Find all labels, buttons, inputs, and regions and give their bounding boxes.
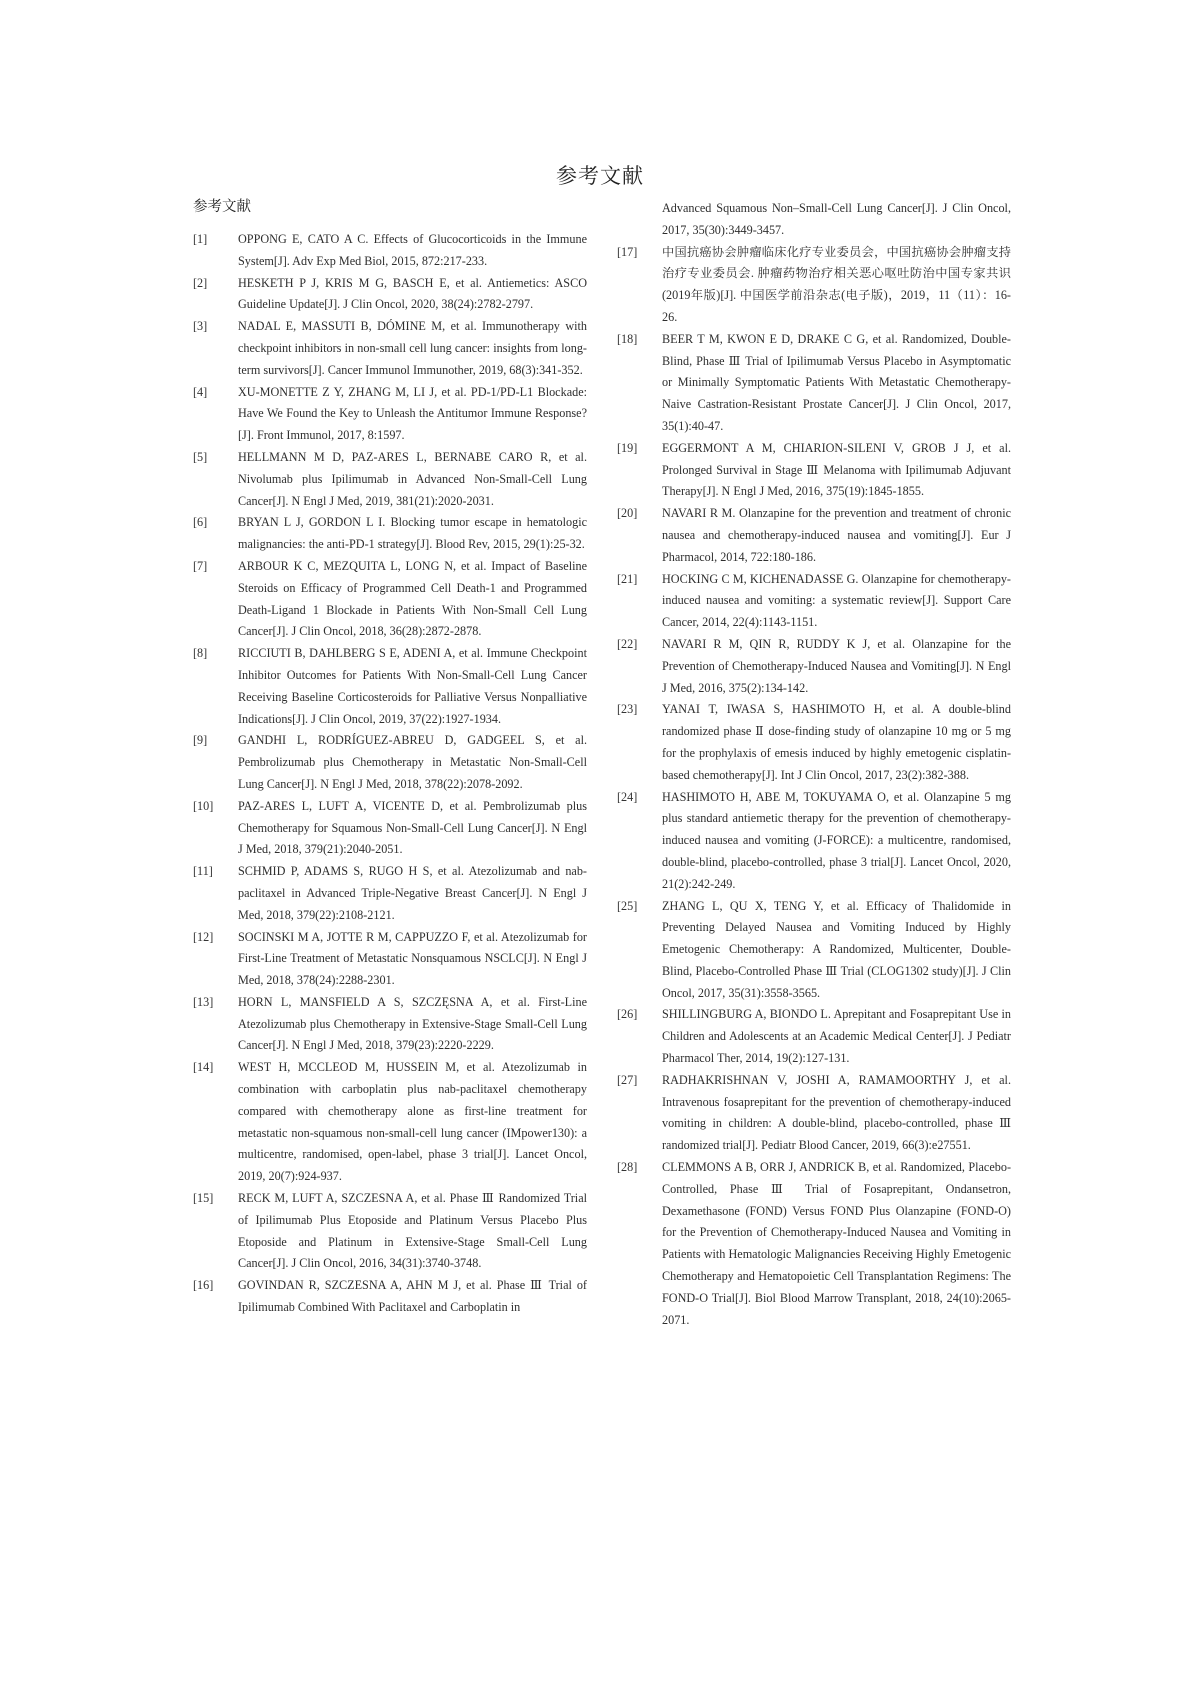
reference-number: [25] bbox=[617, 898, 638, 913]
reference-text: NAVARI R M. Olanzapine for the prevention and treatment of chronic nausea and chemotherapy-induced nausea and vomiting[J]. Eur J Pharmacol, 2014, 722:180-186. bbox=[662, 506, 1011, 564]
reference-text: HESKETH P J, KRIS M G, BASCH E, et al. Antiemetics: ASCO Guideline Update[J]. J Clin Oncol, 2020, 38(24):2782-2797. bbox=[238, 275, 587, 312]
reference-item bbox=[193, 927, 587, 992]
reference-text: RICCIUTI B, DAHLBERG S E, ADENI A, et al. Immune Checkpoint Inhibitor Outcomes for Patients With Non-Small-Cell Lung Cancer Receiving Baseline Corticosteroids for Palliative Versus Nonpalliative Indications[J]. J Clin Oncol, 2019, 37(22):1927-1934. bbox=[238, 646, 587, 726]
reference-number: [27] bbox=[617, 1072, 638, 1087]
reference-number: [19] bbox=[617, 440, 638, 455]
reference-item bbox=[617, 438, 1011, 503]
reference-number: [18] bbox=[617, 331, 638, 346]
section-heading: 参考文献 bbox=[193, 199, 251, 215]
reference-item bbox=[617, 242, 1011, 329]
reference-continuation: Advanced Squamous Non–Small-Cell Lung Cancer[J]. J Clin Oncol, 2017, 35(30):3449-3457. bbox=[662, 201, 1011, 237]
reference-text: OPPONG E, CATO A C. Effects of Glucocorticoids in the Immune System[J]. Adv Exp Med Biol, 2015, 872:217-233. bbox=[238, 232, 587, 268]
reference-text: SOCINSKI M A, JOTTE R M, CAPPUZZO F, et al. Atezolizumab for First-Line Treatment of Metastatic Nonsquamous NSCLC[J]. N Engl J Med, 2018, 378(24):2288-2301. bbox=[238, 929, 587, 988]
reference-item bbox=[193, 1188, 587, 1275]
reference-item bbox=[617, 1070, 1011, 1157]
reference-number: [21] bbox=[617, 571, 638, 586]
reference-number: [28] bbox=[617, 1160, 638, 1175]
reference-number: [22] bbox=[617, 636, 638, 651]
reference-item bbox=[193, 1057, 587, 1188]
reference-number: [16] bbox=[193, 1278, 214, 1293]
right-column bbox=[617, 198, 1011, 1331]
reference-item bbox=[193, 796, 587, 861]
reference-item bbox=[617, 1157, 1011, 1331]
reference-number: [14] bbox=[193, 1060, 214, 1075]
reference-number: [17] bbox=[617, 244, 638, 259]
reference-number: [4] bbox=[193, 384, 208, 399]
page-title: 参考文献 bbox=[556, 164, 644, 188]
reference-number: [13] bbox=[193, 994, 214, 1009]
reference-number: [7] bbox=[193, 558, 208, 573]
reference-item bbox=[193, 512, 587, 556]
reference-number: [23] bbox=[617, 702, 638, 717]
reference-item bbox=[193, 447, 587, 512]
reference-number: [5] bbox=[193, 449, 208, 464]
reference-item bbox=[193, 273, 587, 317]
reference-text: GANDHI L, RODRÍGUEZ-ABREU D, GADGEEL S, et al. Pembrolizumab plus Chemotherapy in Metastatic Non-Small-Cell Lung Cancer[J]. N Engl J Med, 2018, 378(22):2078-2092. bbox=[238, 733, 587, 791]
reference-number: [12] bbox=[193, 929, 214, 944]
reference-text: SHILLINGBURG A, BIONDO L. Aprepitant and Fosaprepitant Use in Children and Adolescents at an Academic Medical Center[J]. J Pediatr Pharmacol Ther, 2014, 19(2):127-131. bbox=[662, 1007, 1011, 1066]
reference-text: XU-MONETTE Z Y, ZHANG M, LI J, et al. PD-1/PD-L1 Blockade: Have We Found the Key to Unleash the Antitumor Immune Response?[J]. Front Immunol, 2017, 8:1597. bbox=[238, 384, 587, 443]
reference-text: PAZ-ARES L, LUFT A, VICENTE D, et al. Pembrolizumab plus Chemotherapy for Squamous Non-Small-Cell Lung Cancer[J]. N Engl J Med, 2018, 379(21):2040-2051. bbox=[238, 798, 587, 857]
reference-item bbox=[617, 634, 1011, 699]
reference-text: HELLMANN M D, PAZ-ARES L, BERNABE CARO R, et al. Nivolumab plus Ipilimumab in Advanced Non-Small-Cell Lung Cancer[J]. N Engl J Med, 2019, 381(21):2020-2031. bbox=[238, 449, 587, 508]
left-column bbox=[193, 196, 587, 1319]
reference-item bbox=[617, 329, 1011, 438]
reference-text: EGGERMONT A M, CHIARION-SILENI V, GROB J J, et al. Prolonged Survival in Stage Ⅲ Melanoma with Ipilimumab Adjuvant Therapy[J]. N Engl J Med, 2016, 375(19):1845-1855. bbox=[662, 440, 1011, 499]
reference-list-right bbox=[617, 242, 1011, 1332]
reference-item bbox=[193, 316, 587, 381]
reference-item bbox=[617, 569, 1011, 634]
reference-number: [15] bbox=[193, 1191, 214, 1206]
reference-item bbox=[193, 1275, 587, 1319]
reference-number: [26] bbox=[617, 1007, 638, 1022]
reference-text: HORN L, MANSFIELD A S, SZCZĘSNA A, et al. First-Line Atezolizumab plus Chemotherapy in Extensive-Stage Small-Cell Lung Cancer[J]. N Engl J Med, 2018, 379(23):2220-2229. bbox=[238, 994, 587, 1053]
reference-number: [2] bbox=[193, 275, 208, 290]
reference-text: ZHANG L, QU X, TENG Y, et al. Efficacy of Thalidomide in Preventing Delayed Nausea and Vomiting Induced by Highly Emetogenic Chemotherapy: A Randomized, Multicenter, Double-Blind, Placebo-Controlled Phase Ⅲ Trial (CLOG1302 study)[J]. J Clin Oncol, 2017, 35(31):3558-3565. bbox=[662, 898, 1011, 1000]
reference-number: [1] bbox=[193, 232, 208, 246]
reference-text: HOCKING C M, KICHENADASSE G. Olanzapine for chemotherapy-induced nausea and vomiting: a systematic review[J]. Support Care Cancer, 2014, 22(4):1143-1151. bbox=[662, 571, 1011, 630]
reference-number: [24] bbox=[617, 789, 638, 804]
reference-item bbox=[617, 1004, 1011, 1069]
reference-item bbox=[193, 382, 587, 447]
reference-text: ARBOUR K C, MEZQUITA L, LONG N, et al. Impact of Baseline Steroids on Efficacy of Programmed Cell Death-1 and Programmed Death-Ligand 1 Blockade in Patients With Non-Small Cell Lung Cancer[J]. J Clin Oncol, 2018, 36(28):2872-2878. bbox=[238, 558, 587, 639]
reference-item bbox=[617, 503, 1011, 568]
reference-number: [9] bbox=[193, 733, 208, 748]
reference-text: NADAL E, MASSUTI B, DÓMINE M, et al. Immunotherapy with checkpoint inhibitors in non-small cell lung cancer: insights from long-term survivors[J]. Cancer Immunol Immunother, 2019, 68(3):341-352. bbox=[238, 319, 587, 377]
reference-text: NAVARI R M, QIN R, RUDDY K J, et al. Olanzapine for the Prevention of Chemotherapy-Induced Nausea and Vomiting[J]. N Engl J Med, 2016, 375(2):134-142. bbox=[662, 636, 1011, 695]
reference-text: BRYAN L J, GORDON L I. Blocking tumor escape in hematologic malignancies: the anti-PD-1 strategy[J]. Blood Rev, 2015, 29(1):25-32. bbox=[238, 515, 587, 552]
reference-item bbox=[193, 229, 587, 273]
reference-item bbox=[617, 699, 1011, 786]
reference-text: WEST H, MCCLEOD M, HUSSEIN M, et al. Atezolizumab in combination with carboplatin plus nab-paclitaxel chemotherapy compared with chemotherapy alone as first-line treatment for metastatic non-squamous non-small-cell lung cancer (IMpower130): a multicentre, randomised, open-label, phase 3 trial[J]. Lancet Oncol, 2019, 20(7):924-937. bbox=[238, 1060, 587, 1184]
reference-item bbox=[193, 556, 587, 643]
reference-text: SCHMID P, ADAMS S, RUGO H S, et al. Atezolizumab and nab-paclitaxel in Advanced Triple-Negative Breast Cancer[J]. N Engl J Med, 2018, 379(22):2108-2121. bbox=[238, 864, 587, 922]
reference-text: YANAI T, IWASA S, HASHIMOTO H, et al. A double-blind randomized phase Ⅱ dose-finding study of olanzapine 10 mg or 5 mg for the prophylaxis of emesis induced by highly emetogenic cisplatin-based chemotherapy[J]. Int J Clin Oncol, 2017, 23(2):382-388. bbox=[662, 702, 1011, 782]
reference-number: [6] bbox=[193, 515, 208, 530]
reference-number: [20] bbox=[617, 506, 638, 521]
reference-number: [11] bbox=[193, 864, 213, 879]
reference-item bbox=[193, 643, 587, 730]
reference-item bbox=[193, 730, 587, 795]
reference-text: RADHAKRISHNAN V, JOSHI A, RAMAMOORTHY J, et al. Intravenous fosaprepitant for the prevention of chemotherapy-induced vomiting in children: A double-blind, placebo-controlled, phase Ⅲ randomized trial[J]. Pediatr Blood Cancer, 2019, 66(3):e27551. bbox=[662, 1072, 1011, 1153]
reference-text: BEER T M, KWON E D, DRAKE C G, et al. Randomized, Double-Blind, Phase Ⅲ Trial of Ipilimumab Versus Placebo in Asymptomatic or Minimally Symptomatic Patients With Metastatic Chemotherapy-Naive Castration-Resistant Prostate Cancer[J]. J Clin Oncol, 2017, 35(1):40-47. bbox=[662, 331, 1011, 433]
reference-number: [8] bbox=[193, 646, 208, 661]
reference-text: RECK M, LUFT A, SZCZESNA A, et al. Phase Ⅲ Randomized Trial of Ipilimumab Plus Etoposide and Platinum Versus Placebo Plus Etoposide and Platinum in Extensive-Stage Small-Cell Lung Cancer[J]. J Clin Oncol, 2016, 34(31):3740-3748. bbox=[238, 1191, 587, 1271]
reference-number: [10] bbox=[193, 798, 214, 813]
reference-item bbox=[617, 787, 1011, 896]
reference-text: 中国抗癌协会肿瘤临床化疗专业委员会，中国抗癌协会肿瘤支持治疗专业委员会. 肿瘤药物治疗相关恶心呕吐防治中国专家共识(2019年版)[J]. 中国医学前沿杂志(电子版)，2019，11（11）：16-26. bbox=[662, 244, 1011, 324]
reference-text: CLEMMONS A B, ORR J, ANDRICK B, et al. Randomized, Placebo-Controlled, Phase Ⅲ Trial of Fosaprepitant, Ondansetron, Dexamethasone (FOND) Versus FOND Plus Olanzapine (FOND-O) for the Prevention of Chemotherapy-Induced Nausea and Vomiting in Patients with Hematologic Malignancies Receiving Highly Emetogenic Chemotherapy and Hematopoietic Cell Transplantation Regimens: The FOND-O Trial[J]. Biol Blood Marrow Transplant, 2018, 24(10):2065-2071. bbox=[662, 1160, 1011, 1327]
reference-text: HASHIMOTO H, ABE M, TOKUYAMA O, et al. Olanzapine 5 mg plus standard antiemetic therapy for the prevention of chemotherapy-induced nausea and vomiting (J-FORCE): a multicentre, randomised, double-blind, placebo-controlled, phase 3 trial[J]. Lancet Oncol, 2020, 21(2):242-249. bbox=[662, 789, 1011, 891]
reference-item bbox=[193, 861, 587, 926]
reference-item bbox=[617, 896, 1011, 1005]
reference-list-left bbox=[193, 229, 587, 1319]
reference-text: GOVINDAN R, SZCZESNA A, AHN M J, et al. Phase Ⅲ Trial of Ipilimumab Combined With Paclitaxel and Carboplatin in bbox=[238, 1278, 587, 1315]
reference-item bbox=[193, 992, 587, 1057]
reference-number: [3] bbox=[193, 319, 208, 334]
